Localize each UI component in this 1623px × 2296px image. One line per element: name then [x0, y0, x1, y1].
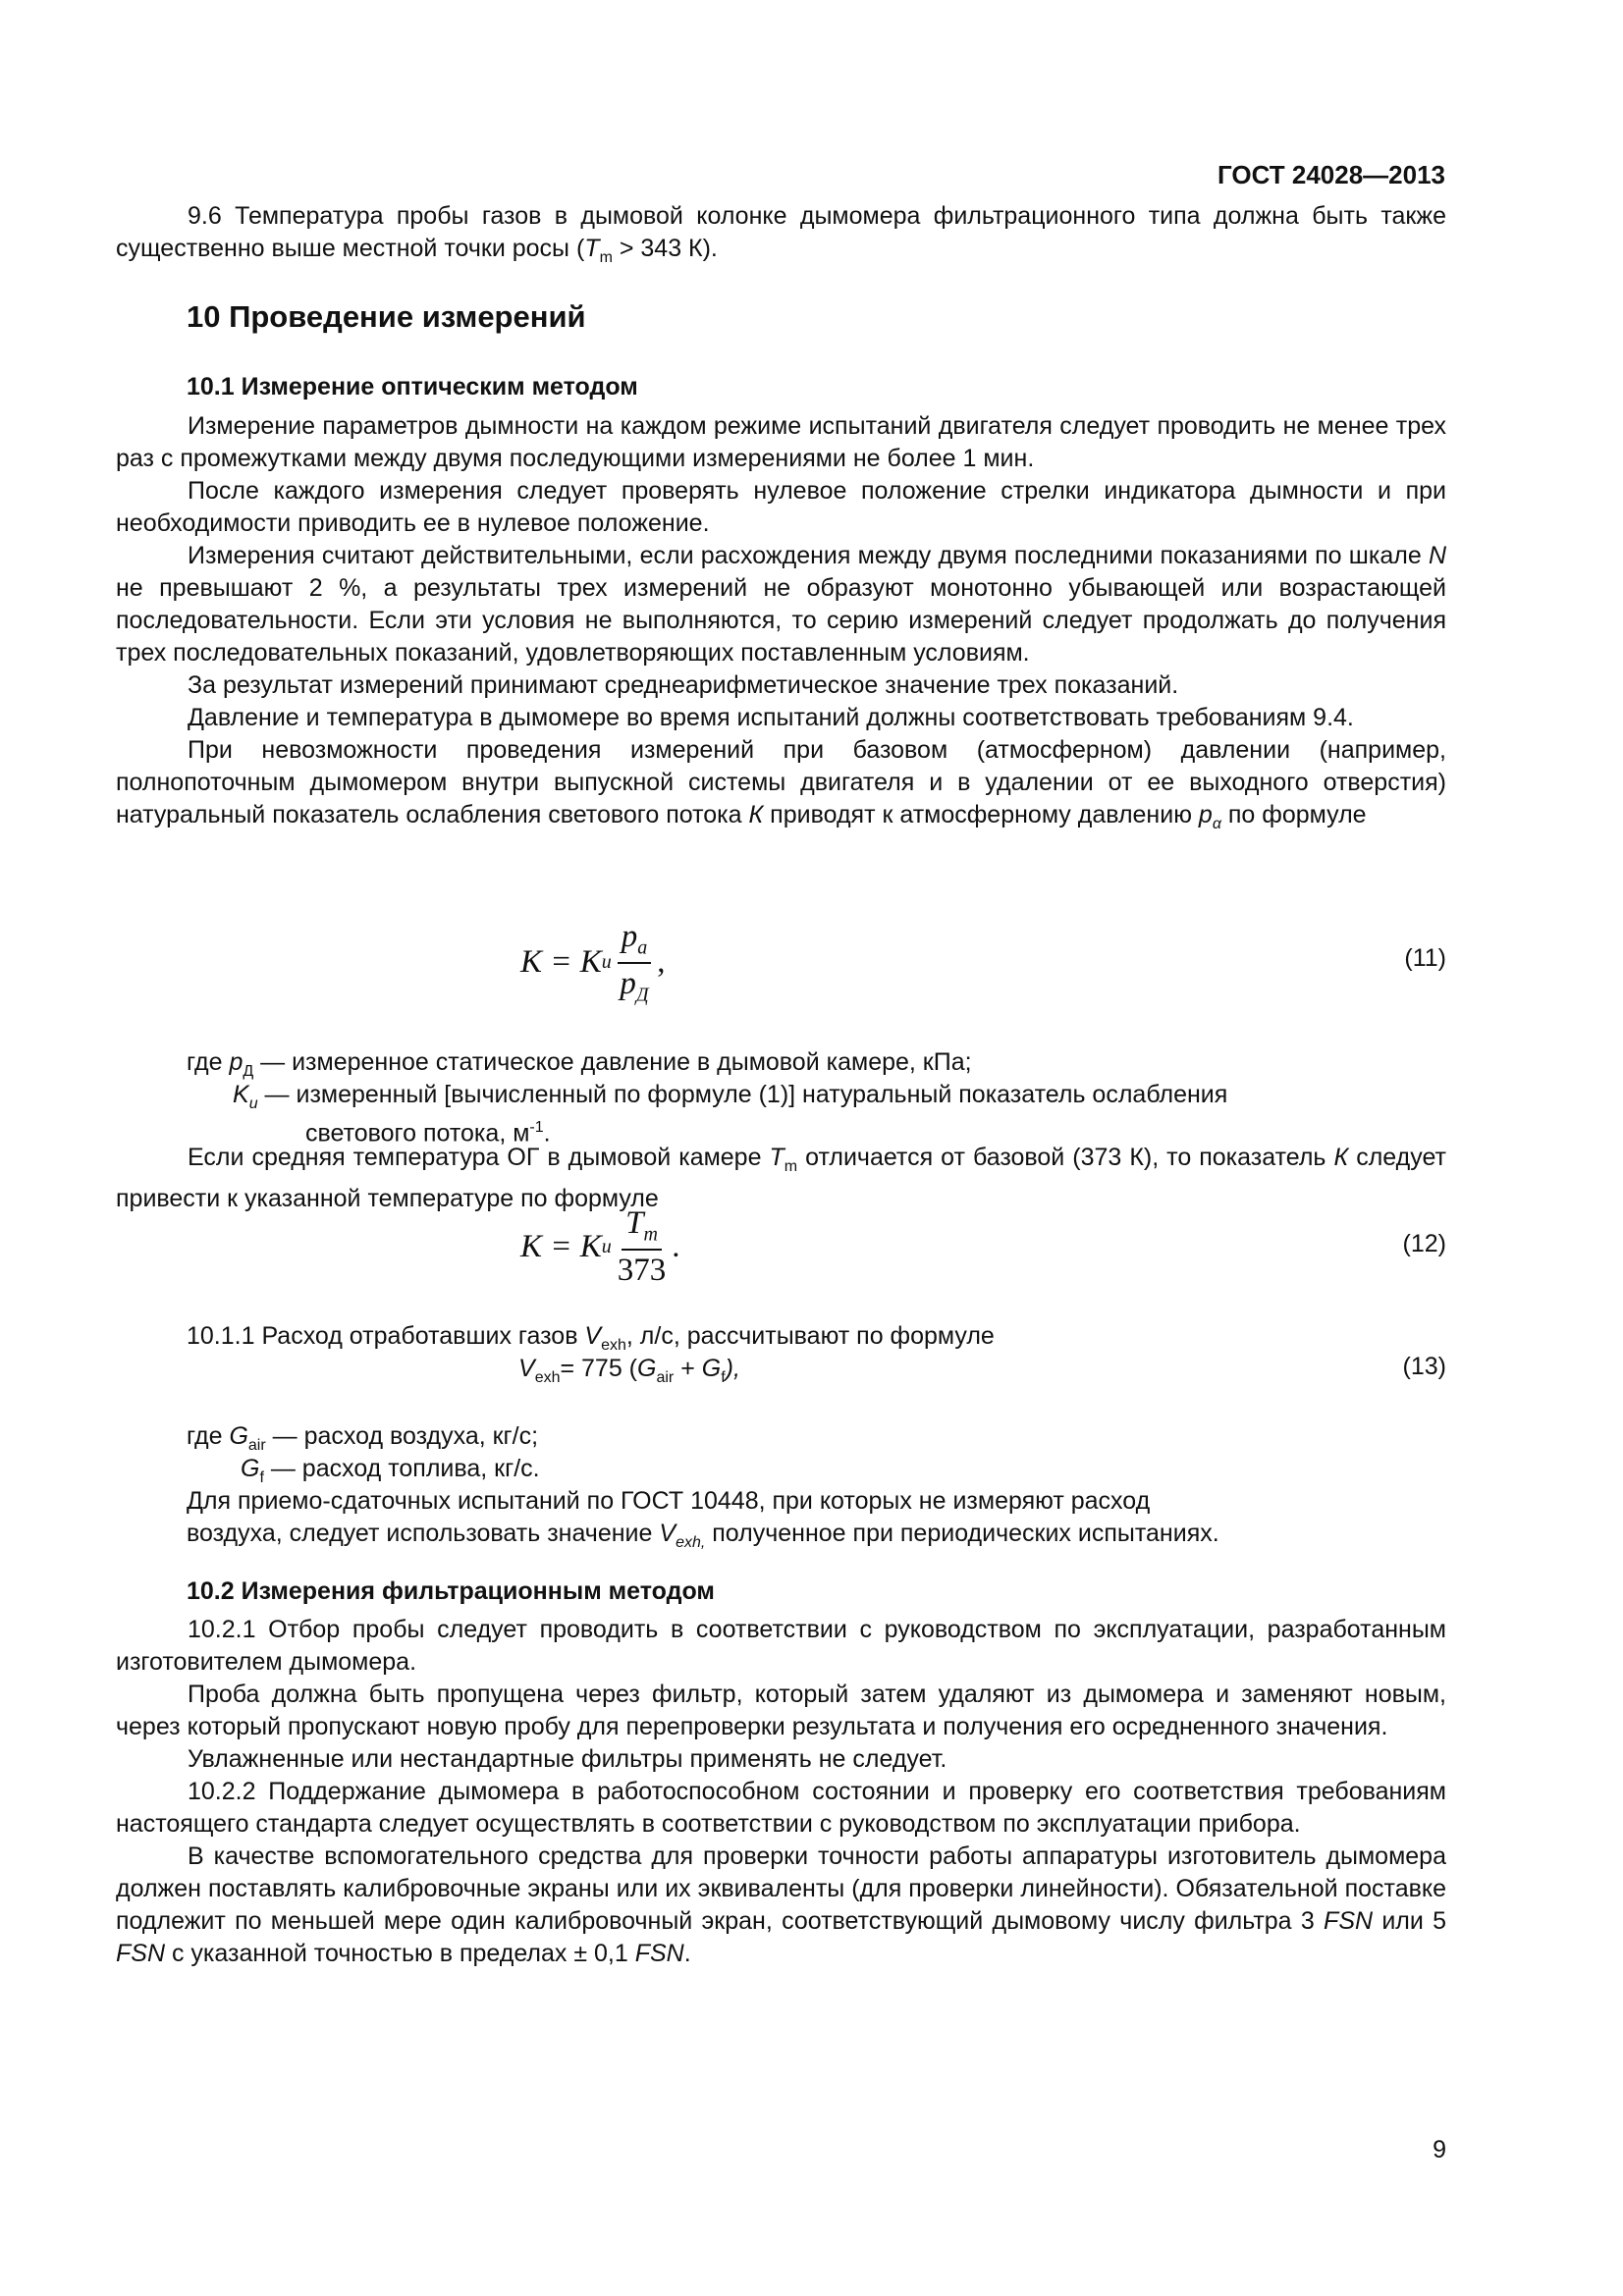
section-10-1-body — [116, 410, 1446, 840]
equation-number: (13) — [1402, 1353, 1446, 1380]
document-header: ГОСТ 24028—2013 — [1217, 160, 1445, 189]
paragraph: Измерения считают действительными, если расхождения между двумя последними показаниями по шкале N не превышают 2 %, а результаты трех измерений не образуют монотонно убывающей или возрастающей последовательности. Если эти условия не выполняются, то серию измерений следует продолжать до получения трех последовательных показаний, удовлетворяющих поставленным условиям. — [116, 542, 1446, 667]
paragraph-line: воздуха, следует использовать значение $V_{exh,}$ полученное при периодических испытаниях. — [187, 1520, 1219, 1551]
paragraph: Измерение параметров дымности на каждом режиме испытаний двигателя следует проводить не менее трех раз с промежутками между двумя последующими измерениями не более 1 мин. — [116, 412, 1446, 472]
paragraph-line: Для приемо-сдаточных испытаний по ГОСТ 10448, при которых не измеряют расход — [187, 1487, 1151, 1515]
fraction: $\frac{T_m}{373}$ — [617, 1205, 667, 1288]
formula-11: K = K и $\frac{p_a}{p_Д}$ , — [520, 919, 666, 1006]
formula-12: K = K и $\frac{T_m}{373}$ . — [520, 1205, 680, 1288]
fraction: $\frac{p_a}{p_Д}$ — [618, 919, 652, 1006]
where-line: $G_f$ — расход топлива, кг/с. — [241, 1455, 540, 1486]
paragraph: После каждого измерения следует проверять нулевое положение стрелки индикатора дымности и при необходимости приводить ее в нулевое положение. — [116, 477, 1446, 537]
subsection-title-10-1: 10.1 Измерение оптическим методом — [187, 373, 638, 400]
where-line: где $G_{air}$ — расход воздуха, кг/с; — [187, 1422, 539, 1454]
section-title: 10 Проведение измерений — [187, 299, 586, 334]
formula-13: $V_{exh}= 775$ $(G_{air} + G_f)$, — [518, 1355, 740, 1386]
section-10-2-body — [116, 1614, 1446, 1970]
where-line: где $p_Д$ — измеренное статическое давление в дымовой камере, кПа; — [187, 1048, 972, 1080]
subsection-title-10-2: 10.2 Измерения фильтрационным методом — [187, 1577, 715, 1605]
paragraph-9-6 — [116, 200, 1446, 274]
paragraph: Проба должна быть пропущена через фильтр, который затем удаляют из дымомера и заменяют новым, через который пропускают новую пробу для перепроверки результата и получения его осредненного значения. — [116, 1681, 1446, 1740]
where-line: $K_u$ — измеренный [вычисленный по формуле (1)] натуральный показатель ослабления — [233, 1081, 1228, 1112]
paragraph: Давление и температура в дымомере во время испытаний должны соответствовать требованиям 9.4. — [188, 704, 1354, 731]
subsection-10-1-1: 10.1.1 Расход отработавших газов $V_{exh}$, л/с, рассчитывают по формуле — [187, 1322, 995, 1354]
paragraph: 10.2.1 Отбор пробы следует проводить в соответствии с руководством по эксплуатации, разработанным изготовителем дымомера. — [116, 1616, 1446, 1676]
paragraph-temperature: Если средняя температура ОГ в дымовой камере $T_m$ отличается от базовой (373 К), то показатель К следует привести к указанной температуре по формуле — [116, 1144, 1446, 1212]
paragraph-text: 9.6 Температура пробы газов в дымовой колонке дымомера фильтрационного типа должна быть также существенно выше местной точки росы ($T_m > 343$ К). — [116, 202, 1446, 266]
page-number: 9 — [1433, 2136, 1446, 2163]
paragraph: В качестве вспомогательного средства для проверки точности работы аппаратуры изготовитель дымомера должен поставлять калибровочные экраны или их эквиваленты (для проверки линейности). Обязательной поставке подлежит по меньшей мере один калибровочный экран, соответствующий дымовому числу фильтра 3 FSN или 5 FSN с указанной точностью в пределах ± 0,1 FSN. — [116, 1842, 1447, 1967]
equation-number: (11) — [1404, 944, 1446, 972]
paragraph: При невозможности проведения измерений при базовом (атмосферном) давлении (например, полнопоточным дымомером внутри выпускной системы двигателя и в удалении от ее выходного отверстия) натуральный показатель ослабления светового потока К приводят к атмосферному давлению $p_\alpha$ по формуле — [116, 736, 1446, 832]
paragraph: За результат измерений принимают среднеарифметическое значение трех показаний. — [188, 671, 1179, 699]
where-line: светового потока, $м^{-1}$. — [305, 1119, 551, 1148]
equation-number: (12) — [1402, 1230, 1446, 1257]
paragraph: 10.2.2 Поддержание дымомера в работоспособном состоянии и проверку его соответствия требованиям настоящего стандарта следует осуществлять в соответствии с руководством по эксплуатации прибора. — [116, 1778, 1446, 1838]
paragraph: Увлажненные или нестандартные фильтры применять не следует. — [188, 1745, 947, 1773]
